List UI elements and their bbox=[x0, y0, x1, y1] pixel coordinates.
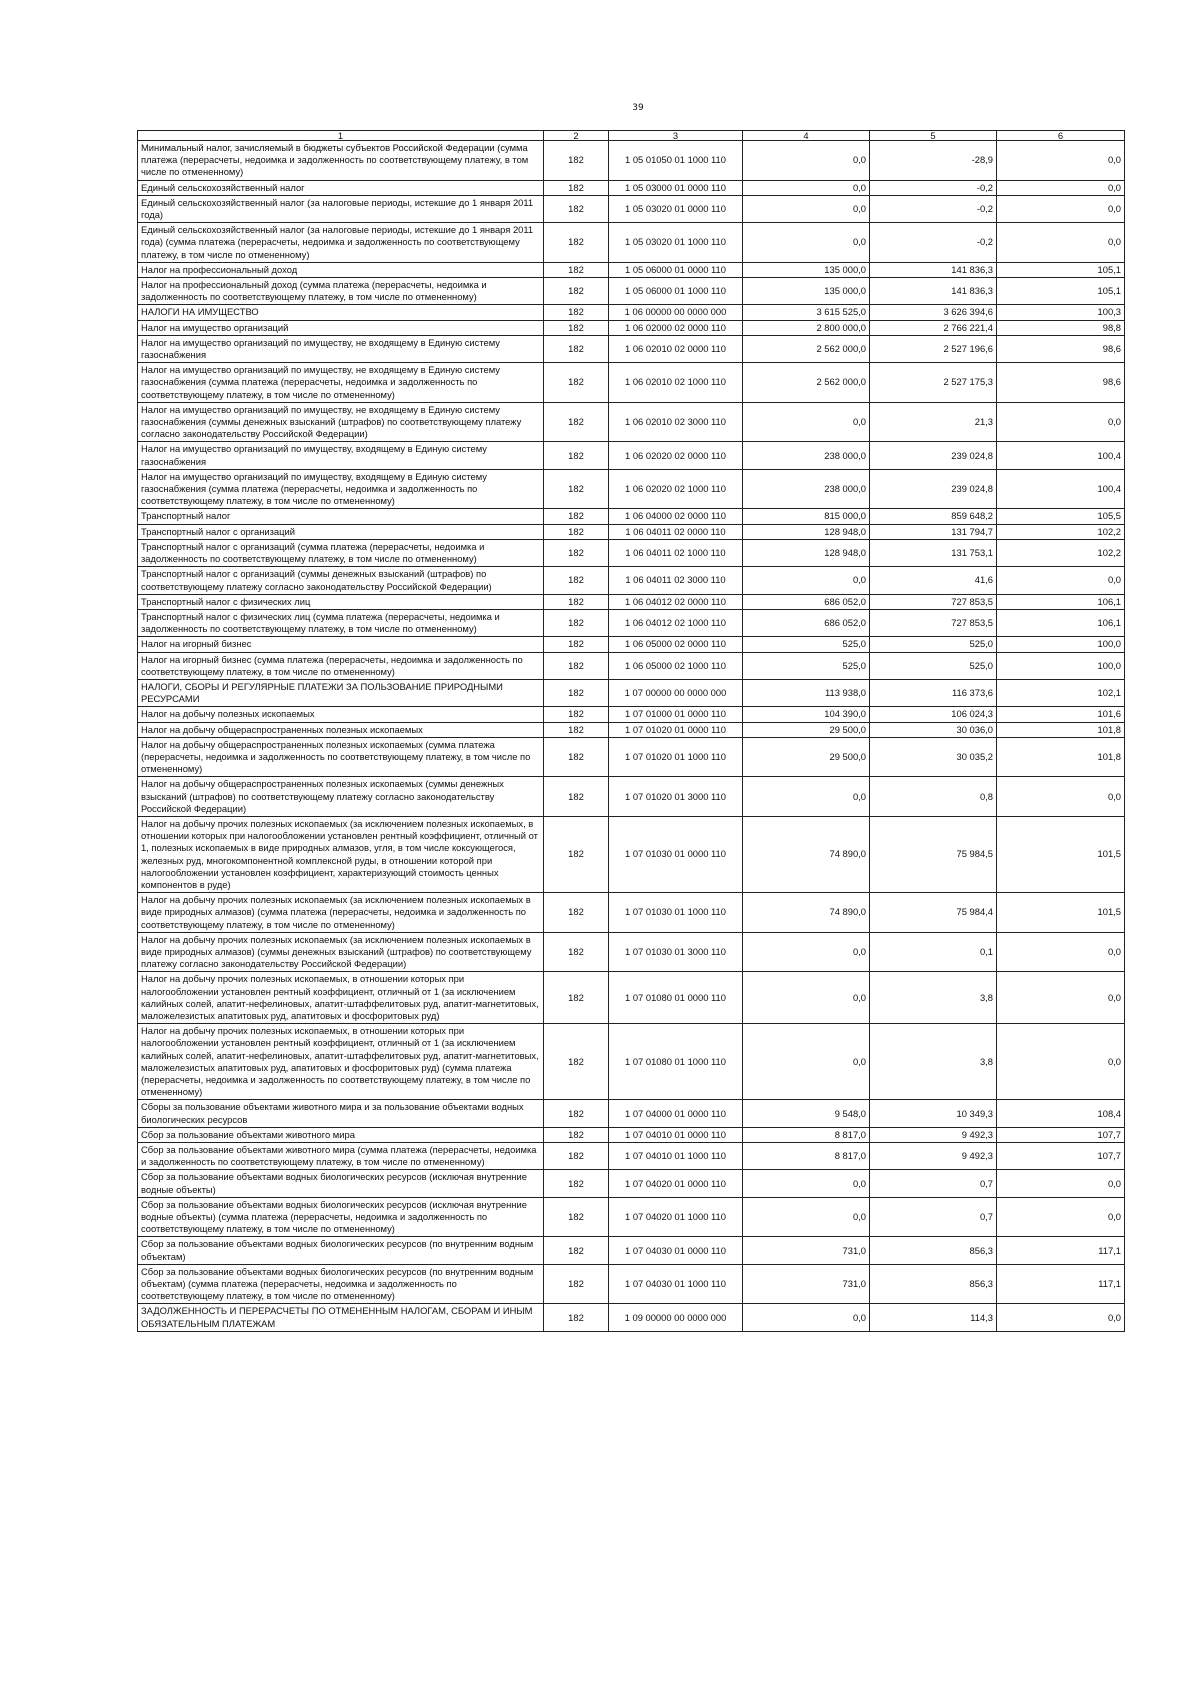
budget-classification-code-cell: 1 06 02000 02 0000 110 bbox=[609, 320, 743, 335]
budget-classification-code-cell: 1 07 00000 00 0000 000 bbox=[609, 679, 743, 706]
executed-amount-cell: 239 024,8 bbox=[870, 469, 997, 509]
budget-classification-code-cell: 1 07 01020 01 0000 110 bbox=[609, 722, 743, 737]
execution-percent-cell: 0,0 bbox=[997, 223, 1125, 263]
admin-code-cell: 182 bbox=[544, 320, 609, 335]
revenue-table bbox=[137, 130, 1125, 1332]
income-name-cell: Налог на игорный бизнес bbox=[138, 637, 544, 652]
executed-amount-cell: 239 024,8 bbox=[870, 442, 997, 469]
column-number: 2 bbox=[544, 131, 609, 141]
executed-amount-cell: 9 492,3 bbox=[870, 1143, 997, 1170]
admin-code-cell: 182 bbox=[544, 679, 609, 706]
admin-code-cell: 182 bbox=[544, 972, 609, 1024]
table-row bbox=[138, 1100, 1125, 1127]
approved-amount-cell: 113 938,0 bbox=[743, 679, 870, 706]
execution-percent-cell: 101,5 bbox=[997, 816, 1125, 892]
approved-amount-cell: 128 948,0 bbox=[743, 539, 870, 566]
execution-percent-cell: 106,1 bbox=[997, 594, 1125, 609]
admin-code-cell: 182 bbox=[544, 539, 609, 566]
budget-classification-code-cell: 1 07 01080 01 0000 110 bbox=[609, 972, 743, 1024]
approved-amount-cell: 0,0 bbox=[743, 1304, 870, 1331]
budget-classification-code-cell: 1 07 04030 01 1000 110 bbox=[609, 1264, 743, 1304]
admin-code-cell: 182 bbox=[544, 1197, 609, 1237]
income-name-cell: Налог на добычу прочих полезных ископаемых (за исключением полезных ископаемых в виде природных алмазов) (суммы денежных взысканий (штрафов) по соответствующему платежу согласно законодательству Российской Федерации) bbox=[138, 932, 544, 972]
approved-amount-cell: 686 052,0 bbox=[743, 609, 870, 636]
execution-percent-cell: 101,8 bbox=[997, 737, 1125, 777]
approved-amount-cell: 8 817,0 bbox=[743, 1127, 870, 1142]
income-name-cell: Налог на имущество организаций по имуществу, входящему в Единую систему газоснабжения (сумма платежа (перерасчеты, недоимка и задолженность по соответствующему платежу, в том числе по отмененному) bbox=[138, 469, 544, 509]
table-row bbox=[138, 180, 1125, 195]
execution-percent-cell: 100,4 bbox=[997, 469, 1125, 509]
admin-code-cell: 182 bbox=[544, 141, 609, 181]
executed-amount-cell: 2 527 196,6 bbox=[870, 335, 997, 362]
budget-classification-code-cell: 1 07 01000 01 0000 110 bbox=[609, 707, 743, 722]
execution-percent-cell: 100,3 bbox=[997, 305, 1125, 320]
budget-classification-code-cell: 1 06 04011 02 1000 110 bbox=[609, 539, 743, 566]
admin-code-cell: 182 bbox=[544, 509, 609, 524]
admin-code-cell: 182 bbox=[544, 1170, 609, 1197]
executed-amount-cell: 116 373,6 bbox=[870, 679, 997, 706]
executed-amount-cell: 525,0 bbox=[870, 637, 997, 652]
table-row bbox=[138, 1264, 1125, 1304]
admin-code-cell: 182 bbox=[544, 305, 609, 320]
table-row bbox=[138, 609, 1125, 636]
table-row bbox=[138, 223, 1125, 263]
budget-classification-code-cell: 1 06 02020 02 0000 110 bbox=[609, 442, 743, 469]
approved-amount-cell: 0,0 bbox=[743, 972, 870, 1024]
execution-percent-cell: 0,0 bbox=[997, 402, 1125, 442]
approved-amount-cell: 0,0 bbox=[743, 777, 870, 817]
execution-percent-cell: 117,1 bbox=[997, 1237, 1125, 1264]
executed-amount-cell: 30 035,2 bbox=[870, 737, 997, 777]
income-name-cell: Налог на добычу общераспространенных полезных ископаемых bbox=[138, 722, 544, 737]
approved-amount-cell: 2 562 000,0 bbox=[743, 335, 870, 362]
admin-code-cell: 182 bbox=[544, 402, 609, 442]
execution-percent-cell: 102,2 bbox=[997, 524, 1125, 539]
execution-percent-cell: 0,0 bbox=[997, 195, 1125, 222]
budget-classification-code-cell: 1 06 05000 02 1000 110 bbox=[609, 652, 743, 679]
approved-amount-cell: 8 817,0 bbox=[743, 1143, 870, 1170]
approved-amount-cell: 2 800 000,0 bbox=[743, 320, 870, 335]
table-row bbox=[138, 1197, 1125, 1237]
execution-percent-cell: 98,6 bbox=[997, 335, 1125, 362]
budget-classification-code-cell: 1 07 01020 01 1000 110 bbox=[609, 737, 743, 777]
budget-classification-code-cell: 1 05 06000 01 1000 110 bbox=[609, 278, 743, 305]
income-name-cell: Налог на имущество организаций по имуществу, не входящему в Единую систему газоснабжения (сумма платежа (перерасчеты, недоимка и задолженность по соответствующему платежу, в том числе по отмененному) bbox=[138, 363, 544, 403]
execution-percent-cell: 0,0 bbox=[997, 1304, 1125, 1331]
executed-amount-cell: 0,7 bbox=[870, 1197, 997, 1237]
table-row bbox=[138, 363, 1125, 403]
budget-classification-code-cell: 1 05 01050 01 1000 110 bbox=[609, 141, 743, 181]
approved-amount-cell: 135 000,0 bbox=[743, 262, 870, 277]
budget-classification-code-cell: 1 06 04012 02 0000 110 bbox=[609, 594, 743, 609]
income-name-cell: Налог на добычу общераспространенных полезных ископаемых (суммы денежных взысканий (штрафов) по соответствующему платежу согласно законодательству Российской Федерации) bbox=[138, 777, 544, 817]
income-name-cell: Налог на добычу полезных ископаемых bbox=[138, 707, 544, 722]
table-row bbox=[138, 320, 1125, 335]
approved-amount-cell: 135 000,0 bbox=[743, 278, 870, 305]
income-name-cell: Сбор за пользование объектами водных биологических ресурсов (по внутренним водным объектам) (сумма платежа (перерасчеты, недоимка и задолженность по соответствующему платежу, в том числе по отмененному) bbox=[138, 1264, 544, 1304]
income-name-cell: Транспортный налог с организаций (суммы денежных взысканий (штрафов) по соответствующему платежу согласно законодательству Российской Федерации) bbox=[138, 567, 544, 594]
income-name-cell: Единый сельскохозяйственный налог (за налоговые периоды, истекшие до 1 января 2011 года) (сумма платежа (перерасчеты, недоимка и задолженность по соответствующему платежу, в том числе по отмененному) bbox=[138, 223, 544, 263]
income-name-cell: Сбор за пользование объектами водных биологических ресурсов (исключая внутренние водные объекты) (сумма платежа (перерасчеты, недоимка и задолженность по соответствующему платежу, в том числе по отмененному) bbox=[138, 1197, 544, 1237]
budget-classification-code-cell: 1 06 04011 02 0000 110 bbox=[609, 524, 743, 539]
execution-percent-cell: 0,0 bbox=[997, 141, 1125, 181]
table-row bbox=[138, 509, 1125, 524]
income-name-cell: Транспортный налог с физических лиц (сумма платежа (перерасчеты, недоимка и задолженность по соответствующему платежу, в том числе по отмененному) bbox=[138, 609, 544, 636]
column-number: 4 bbox=[743, 131, 870, 141]
execution-percent-cell: 100,0 bbox=[997, 637, 1125, 652]
income-name-cell: Налог на имущество организаций по имуществу, не входящему в Единую систему газоснабжения (суммы денежных взысканий (штрафов) по соответствующему платежу согласно законодательству Российской Федерации) bbox=[138, 402, 544, 442]
executed-amount-cell: -0,2 bbox=[870, 223, 997, 263]
executed-amount-cell: 114,3 bbox=[870, 1304, 997, 1331]
execution-percent-cell: 98,8 bbox=[997, 320, 1125, 335]
budget-classification-code-cell: 1 07 01020 01 3000 110 bbox=[609, 777, 743, 817]
budget-classification-code-cell: 1 06 02010 02 1000 110 bbox=[609, 363, 743, 403]
executed-amount-cell: 3,8 bbox=[870, 1024, 997, 1100]
execution-percent-cell: 0,0 bbox=[997, 777, 1125, 817]
income-name-cell: Транспортный налог с физических лиц bbox=[138, 594, 544, 609]
admin-code-cell: 182 bbox=[544, 567, 609, 594]
execution-percent-cell: 102,1 bbox=[997, 679, 1125, 706]
income-name-cell: НАЛОГИ, СБОРЫ И РЕГУЛЯРНЫЕ ПЛАТЕЖИ ЗА ПОЛЬЗОВАНИЕ ПРИРОДНЫМИ РЕСУРСАМИ bbox=[138, 679, 544, 706]
admin-code-cell: 182 bbox=[544, 652, 609, 679]
budget-classification-code-cell: 1 05 03020 01 0000 110 bbox=[609, 195, 743, 222]
admin-code-cell: 182 bbox=[544, 637, 609, 652]
executed-amount-cell: 0,8 bbox=[870, 777, 997, 817]
table-row bbox=[138, 1237, 1125, 1264]
table-row bbox=[138, 707, 1125, 722]
approved-amount-cell: 0,0 bbox=[743, 1170, 870, 1197]
income-name-cell: Сборы за пользование объектами животного мира и за пользование объектами водных биологических ресурсов bbox=[138, 1100, 544, 1127]
executed-amount-cell: 141 836,3 bbox=[870, 262, 997, 277]
executed-amount-cell: 856,3 bbox=[870, 1264, 997, 1304]
executed-amount-cell: -0,2 bbox=[870, 195, 997, 222]
admin-code-cell: 182 bbox=[544, 609, 609, 636]
table-row bbox=[138, 539, 1125, 566]
admin-code-cell: 182 bbox=[544, 1127, 609, 1142]
executed-amount-cell: -28,9 bbox=[870, 141, 997, 181]
admin-code-cell: 182 bbox=[544, 707, 609, 722]
approved-amount-cell: 0,0 bbox=[743, 1024, 870, 1100]
column-number: 5 bbox=[870, 131, 997, 141]
executed-amount-cell: 75 984,4 bbox=[870, 893, 997, 933]
table-row bbox=[138, 402, 1125, 442]
income-name-cell: Налог на профессиональный доход bbox=[138, 262, 544, 277]
budget-classification-code-cell: 1 07 01030 01 0000 110 bbox=[609, 816, 743, 892]
admin-code-cell: 182 bbox=[544, 893, 609, 933]
executed-amount-cell: 21,3 bbox=[870, 402, 997, 442]
executed-amount-cell: 141 836,3 bbox=[870, 278, 997, 305]
executed-amount-cell: 859 648,2 bbox=[870, 509, 997, 524]
budget-classification-code-cell: 1 07 04020 01 0000 110 bbox=[609, 1170, 743, 1197]
budget-classification-code-cell: 1 06 04011 02 3000 110 bbox=[609, 567, 743, 594]
budget-classification-code-cell: 1 07 01030 01 1000 110 bbox=[609, 893, 743, 933]
admin-code-cell: 182 bbox=[544, 816, 609, 892]
table-row bbox=[138, 141, 1125, 181]
execution-percent-cell: 100,4 bbox=[997, 442, 1125, 469]
budget-classification-code-cell: 1 07 01030 01 3000 110 bbox=[609, 932, 743, 972]
approved-amount-cell: 0,0 bbox=[743, 141, 870, 181]
executed-amount-cell: 41,6 bbox=[870, 567, 997, 594]
income-name-cell: Налог на добычу прочих полезных ископаемых (за исключением полезных ископаемых, в отношении которых при налогообложении установлен рентный коэффициент, отличный от 1, полезных ископаемых в виде природных алмазов, угля, в том числе коксующегося, железных руд, многокомпонентной комплексной руды, в отношении которой при налогообложении установлен коэффициент, характеризующий стоимость ценных компонентов в руде) bbox=[138, 816, 544, 892]
budget-classification-code-cell: 1 06 05000 02 0000 110 bbox=[609, 637, 743, 652]
execution-percent-cell: 0,0 bbox=[997, 972, 1125, 1024]
execution-percent-cell: 107,7 bbox=[997, 1143, 1125, 1170]
approved-amount-cell: 74 890,0 bbox=[743, 893, 870, 933]
budget-classification-code-cell: 1 07 04010 01 0000 110 bbox=[609, 1127, 743, 1142]
approved-amount-cell: 731,0 bbox=[743, 1237, 870, 1264]
executed-amount-cell: 2 766 221,4 bbox=[870, 320, 997, 335]
approved-amount-cell: 9 548,0 bbox=[743, 1100, 870, 1127]
execution-percent-cell: 98,6 bbox=[997, 363, 1125, 403]
executed-amount-cell: 0,1 bbox=[870, 932, 997, 972]
admin-code-cell: 182 bbox=[544, 223, 609, 263]
execution-percent-cell: 105,5 bbox=[997, 509, 1125, 524]
table-row bbox=[138, 594, 1125, 609]
table-row bbox=[138, 637, 1125, 652]
budget-classification-code-cell: 1 06 00000 00 0000 000 bbox=[609, 305, 743, 320]
execution-percent-cell: 108,4 bbox=[997, 1100, 1125, 1127]
budget-classification-code-cell: 1 07 04010 01 1000 110 bbox=[609, 1143, 743, 1170]
approved-amount-cell: 128 948,0 bbox=[743, 524, 870, 539]
table-row bbox=[138, 1170, 1125, 1197]
approved-amount-cell: 815 000,0 bbox=[743, 509, 870, 524]
approved-amount-cell: 3 615 525,0 bbox=[743, 305, 870, 320]
execution-percent-cell: 101,5 bbox=[997, 893, 1125, 933]
budget-classification-code-cell: 1 07 04030 01 0000 110 bbox=[609, 1237, 743, 1264]
admin-code-cell: 182 bbox=[544, 737, 609, 777]
executed-amount-cell: 10 349,3 bbox=[870, 1100, 997, 1127]
table-row bbox=[138, 442, 1125, 469]
admin-code-cell: 182 bbox=[544, 262, 609, 277]
admin-code-cell: 182 bbox=[544, 195, 609, 222]
executed-amount-cell: 727 853,5 bbox=[870, 594, 997, 609]
budget-classification-code-cell: 1 05 03000 01 0000 110 bbox=[609, 180, 743, 195]
executed-amount-cell: 525,0 bbox=[870, 652, 997, 679]
executed-amount-cell: 131 753,1 bbox=[870, 539, 997, 566]
income-name-cell: Налог на имущество организаций bbox=[138, 320, 544, 335]
table-row bbox=[138, 524, 1125, 539]
executed-amount-cell: 2 527 175,3 bbox=[870, 363, 997, 403]
executed-amount-cell: 30 036,0 bbox=[870, 722, 997, 737]
approved-amount-cell: 731,0 bbox=[743, 1264, 870, 1304]
executed-amount-cell: 75 984,5 bbox=[870, 816, 997, 892]
budget-classification-code-cell: 1 07 04020 01 1000 110 bbox=[609, 1197, 743, 1237]
income-name-cell: Налог на профессиональный доход (сумма платежа (перерасчеты, недоимка и задолженность по соответствующему платежу, в том числе по отмененному) bbox=[138, 278, 544, 305]
table-row bbox=[138, 195, 1125, 222]
income-name-cell: Налог на игорный бизнес (сумма платежа (перерасчеты, недоимка и задолженность по соответствующему платежу, в том числе по отмененному) bbox=[138, 652, 544, 679]
execution-percent-cell: 0,0 bbox=[997, 180, 1125, 195]
admin-code-cell: 182 bbox=[544, 1024, 609, 1100]
income-name-cell: Сбор за пользование объектами животного мира (сумма платежа (перерасчеты, недоимка и задолженность по соответствующему платежу, в том числе по отмененному) bbox=[138, 1143, 544, 1170]
income-name-cell: Минимальный налог, зачисляемый в бюджеты субъектов Российской Федерации (сумма платежа (перерасчеты, недоимка и задолженность по соответствующему платежу, в том числе по отмененному) bbox=[138, 141, 544, 181]
budget-classification-code-cell: 1 07 01080 01 1000 110 bbox=[609, 1024, 743, 1100]
admin-code-cell: 182 bbox=[544, 335, 609, 362]
income-name-cell: Сбор за пользование объектами животного мира bbox=[138, 1127, 544, 1142]
approved-amount-cell: 29 500,0 bbox=[743, 737, 870, 777]
column-number: 1 bbox=[138, 131, 544, 141]
table-row bbox=[138, 1127, 1125, 1142]
execution-percent-cell: 101,8 bbox=[997, 722, 1125, 737]
table-row bbox=[138, 893, 1125, 933]
income-name-cell: Налог на добычу прочих полезных ископаемых, в отношении которых при налогообложении установлен рентный коэффициент, отличный от 1 (за исключением калийных солей, апатит-нефелиновых, апатит-штаффелитовых руд, апатит-магнетитовых, маложелезистых апатитовых руд, апатитовых и фосфоритовых руд) (сумма платежа (перерасчеты, недоимка и задолженность по соответствующему платежу, в том числе по отмененному) bbox=[138, 1024, 544, 1100]
approved-amount-cell: 74 890,0 bbox=[743, 816, 870, 892]
income-name-cell: Единый сельскохозяйственный налог bbox=[138, 180, 544, 195]
budget-classification-code-cell: 1 06 02010 02 0000 110 bbox=[609, 335, 743, 362]
table-row bbox=[138, 335, 1125, 362]
income-name-cell: Налог на добычу прочих полезных ископаемых (за исключением полезных ископаемых в виде природных алмазов) (сумма платежа (перерасчеты, недоимка и задолженность по соответствующему платежу, в том числе по отмененному) bbox=[138, 893, 544, 933]
approved-amount-cell: 0,0 bbox=[743, 932, 870, 972]
executed-amount-cell: 727 853,5 bbox=[870, 609, 997, 636]
execution-percent-cell: 0,0 bbox=[997, 1170, 1125, 1197]
income-name-cell: НАЛОГИ НА ИМУЩЕСТВО bbox=[138, 305, 544, 320]
admin-code-cell: 182 bbox=[544, 278, 609, 305]
income-name-cell: ЗАДОЛЖЕННОСТЬ И ПЕРЕРАСЧЕТЫ ПО ОТМЕНЕННЫМ НАЛОГАМ, СБОРАМ И ИНЫМ ОБЯЗАТЕЛЬНЫМ ПЛАТЕЖАМ bbox=[138, 1304, 544, 1331]
table-row bbox=[138, 1304, 1125, 1331]
executed-amount-cell: 3,8 bbox=[870, 972, 997, 1024]
approved-amount-cell: 0,0 bbox=[743, 402, 870, 442]
budget-classification-code-cell: 1 06 04000 02 0000 110 bbox=[609, 509, 743, 524]
budget-classification-code-cell: 1 05 03020 01 1000 110 bbox=[609, 223, 743, 263]
admin-code-cell: 182 bbox=[544, 180, 609, 195]
execution-percent-cell: 0,0 bbox=[997, 1024, 1125, 1100]
income-name-cell: Налог на добычу прочих полезных ископаемых, в отношении которых при налогообложении установлен рентный коэффициент, отличный от 1 (за исключением калийных солей, апатит-нефелиновых, апатит-штаффелитовых руд, апатит-магнетитовых, маложелезистых апатитовых руд, апатитовых и фосфоритовых руд) bbox=[138, 972, 544, 1024]
approved-amount-cell: 0,0 bbox=[743, 180, 870, 195]
budget-classification-code-cell: 1 06 02010 02 3000 110 bbox=[609, 402, 743, 442]
execution-percent-cell: 105,1 bbox=[997, 278, 1125, 305]
table-row bbox=[138, 652, 1125, 679]
execution-percent-cell: 107,7 bbox=[997, 1127, 1125, 1142]
table-row bbox=[138, 278, 1125, 305]
income-name-cell: Сбор за пользование объектами водных биологических ресурсов (по внутренним водным объектам) bbox=[138, 1237, 544, 1264]
execution-percent-cell: 0,0 bbox=[997, 1197, 1125, 1237]
execution-percent-cell: 0,0 bbox=[997, 567, 1125, 594]
approved-amount-cell: 238 000,0 bbox=[743, 442, 870, 469]
admin-code-cell: 182 bbox=[544, 442, 609, 469]
column-number: 3 bbox=[609, 131, 743, 141]
admin-code-cell: 182 bbox=[544, 1237, 609, 1264]
table-row bbox=[138, 1024, 1125, 1100]
executed-amount-cell: 856,3 bbox=[870, 1237, 997, 1264]
income-name-cell: Сбор за пользование объектами водных биологических ресурсов (исключая внутренние водные объекты) bbox=[138, 1170, 544, 1197]
page-number: 39 bbox=[632, 103, 644, 113]
budget-classification-code-cell: 1 06 02020 02 1000 110 bbox=[609, 469, 743, 509]
approved-amount-cell: 0,0 bbox=[743, 1197, 870, 1237]
column-number-row bbox=[138, 131, 1125, 141]
income-name-cell: Налог на имущество организаций по имуществу, не входящему в Единую систему газоснабжения bbox=[138, 335, 544, 362]
income-name-cell: Транспортный налог с организаций (сумма платежа (перерасчеты, недоимка и задолженность по соответствующему платежу, в том числе по отмененному) bbox=[138, 539, 544, 566]
income-name-cell: Налог на добычу общераспространенных полезных ископаемых (сумма платежа (перерасчеты, недоимка и задолженность по соответствующему платежу, в том числе по отмененному) bbox=[138, 737, 544, 777]
execution-percent-cell: 100,0 bbox=[997, 652, 1125, 679]
income-name-cell: Налог на имущество организаций по имуществу, входящему в Единую систему газоснабжения bbox=[138, 442, 544, 469]
column-number: 6 bbox=[997, 131, 1125, 141]
admin-code-cell: 182 bbox=[544, 363, 609, 403]
table-row bbox=[138, 567, 1125, 594]
table-row bbox=[138, 816, 1125, 892]
admin-code-cell: 182 bbox=[544, 1143, 609, 1170]
executed-amount-cell: -0,2 bbox=[870, 180, 997, 195]
admin-code-cell: 182 bbox=[544, 932, 609, 972]
budget-classification-code-cell: 1 06 04012 02 1000 110 bbox=[609, 609, 743, 636]
approved-amount-cell: 525,0 bbox=[743, 652, 870, 679]
executed-amount-cell: 131 794,7 bbox=[870, 524, 997, 539]
admin-code-cell: 182 bbox=[544, 469, 609, 509]
approved-amount-cell: 2 562 000,0 bbox=[743, 363, 870, 403]
approved-amount-cell: 0,0 bbox=[743, 195, 870, 222]
admin-code-cell: 182 bbox=[544, 1100, 609, 1127]
approved-amount-cell: 525,0 bbox=[743, 637, 870, 652]
budget-classification-code-cell: 1 09 00000 00 0000 000 bbox=[609, 1304, 743, 1331]
admin-code-cell: 182 bbox=[544, 777, 609, 817]
table-row bbox=[138, 1143, 1125, 1170]
execution-percent-cell: 101,6 bbox=[997, 707, 1125, 722]
executed-amount-cell: 0,7 bbox=[870, 1170, 997, 1197]
approved-amount-cell: 686 052,0 bbox=[743, 594, 870, 609]
admin-code-cell: 182 bbox=[544, 594, 609, 609]
approved-amount-cell: 104 390,0 bbox=[743, 707, 870, 722]
income-name-cell: Транспортный налог bbox=[138, 509, 544, 524]
table-row bbox=[138, 777, 1125, 817]
execution-percent-cell: 105,1 bbox=[997, 262, 1125, 277]
approved-amount-cell: 238 000,0 bbox=[743, 469, 870, 509]
income-name-cell: Единый сельскохозяйственный налог (за налоговые периоды, истекшие до 1 января 2011 года) bbox=[138, 195, 544, 222]
table-row bbox=[138, 932, 1125, 972]
table-row bbox=[138, 722, 1125, 737]
table-row bbox=[138, 469, 1125, 509]
execution-percent-cell: 106,1 bbox=[997, 609, 1125, 636]
table-row bbox=[138, 262, 1125, 277]
admin-code-cell: 182 bbox=[544, 524, 609, 539]
table-row bbox=[138, 305, 1125, 320]
admin-code-cell: 182 bbox=[544, 1304, 609, 1331]
table-row bbox=[138, 972, 1125, 1024]
admin-code-cell: 182 bbox=[544, 1264, 609, 1304]
income-name-cell: Транспортный налог с организаций bbox=[138, 524, 544, 539]
execution-percent-cell: 102,2 bbox=[997, 539, 1125, 566]
admin-code-cell: 182 bbox=[544, 722, 609, 737]
budget-classification-code-cell: 1 07 04000 01 0000 110 bbox=[609, 1100, 743, 1127]
executed-amount-cell: 3 626 394,6 bbox=[870, 305, 997, 320]
table-row bbox=[138, 737, 1125, 777]
execution-percent-cell: 0,0 bbox=[997, 932, 1125, 972]
approved-amount-cell: 29 500,0 bbox=[743, 722, 870, 737]
executed-amount-cell: 9 492,3 bbox=[870, 1127, 997, 1142]
approved-amount-cell: 0,0 bbox=[743, 567, 870, 594]
approved-amount-cell: 0,0 bbox=[743, 223, 870, 263]
table-row bbox=[138, 679, 1125, 706]
budget-classification-code-cell: 1 05 06000 01 0000 110 bbox=[609, 262, 743, 277]
executed-amount-cell: 106 024,3 bbox=[870, 707, 997, 722]
execution-percent-cell: 117,1 bbox=[997, 1264, 1125, 1304]
table-body bbox=[138, 131, 1125, 1332]
